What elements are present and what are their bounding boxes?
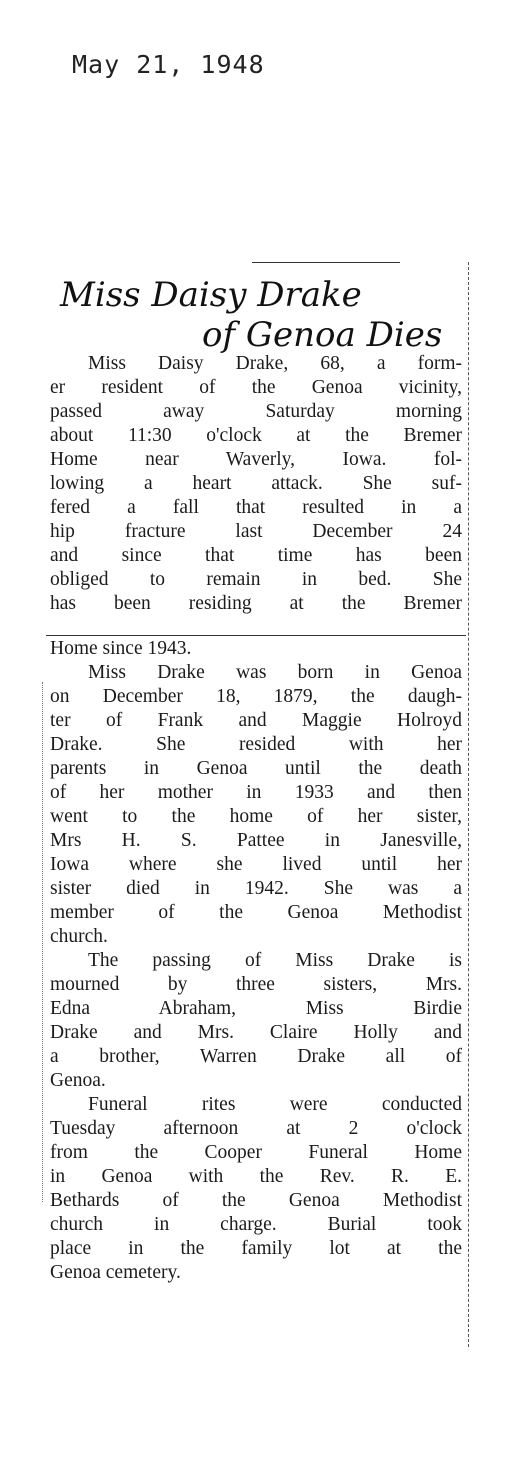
article-line: of her mother in 1933 and then bbox=[50, 782, 462, 803]
article-line: on December 18, 1879, the daugh- bbox=[50, 686, 462, 707]
article-line: Funeral rites were conducted bbox=[88, 1094, 462, 1115]
article-line: Tuesday afternoon at 2 o'clock bbox=[50, 1118, 462, 1139]
article-line: fered a fall that resulted in a bbox=[50, 497, 462, 518]
article-line: lowing a heart attack. She suf- bbox=[50, 473, 462, 494]
column-break-rule bbox=[46, 635, 466, 636]
article-line: sister died in 1942. She was a bbox=[50, 878, 462, 899]
article-line: er resident of the Genoa vicinity, bbox=[50, 377, 462, 398]
article-line: Home near Waverly, Iowa. fol- bbox=[50, 449, 462, 470]
article-line: went to the home of her sister, bbox=[50, 806, 462, 827]
headline-line-1: Miss Daisy Drake bbox=[60, 275, 362, 315]
article-line: The passing of Miss Drake is bbox=[88, 950, 462, 971]
headline-line-2: of Genoa Dies bbox=[202, 315, 443, 355]
article-line: a brother, Warren Drake all of bbox=[50, 1046, 462, 1067]
article-line: member of the Genoa Methodist bbox=[50, 902, 462, 923]
article-line: Drake. She resided with her bbox=[50, 734, 462, 755]
clipping-right-edge bbox=[468, 262, 469, 1347]
article-line: and since that time has been bbox=[50, 545, 462, 566]
article-line: Drake and Mrs. Claire Holly and bbox=[50, 1022, 462, 1043]
newspaper-clipping bbox=[40, 262, 472, 1352]
article-line: church in charge. Burial took bbox=[50, 1214, 462, 1235]
top-rule bbox=[252, 262, 400, 263]
clipping-left-edge bbox=[42, 682, 43, 1202]
article-line: passed away Saturday morning bbox=[50, 401, 462, 422]
article-line: has been residing at the Bremer bbox=[50, 593, 462, 614]
article-line: Genoa. bbox=[50, 1070, 106, 1091]
article-line: Edna Abraham, Miss Birdie bbox=[50, 998, 462, 1019]
article-line: Miss Daisy Drake, 68, a form- bbox=[88, 353, 462, 374]
article-line: obliged to remain in bed. She bbox=[50, 569, 462, 590]
article-line: Miss Drake was born in Genoa bbox=[88, 662, 462, 683]
article-line: Genoa cemetery. bbox=[50, 1262, 181, 1283]
article-line: about 11:30 o'clock at the Bremer bbox=[50, 425, 462, 446]
article-line: Mrs H. S. Pattee in Janesville, bbox=[50, 830, 462, 851]
article-line: mourned by three sisters, Mrs. bbox=[50, 974, 462, 995]
date-stamp: May 21, 1948 bbox=[72, 50, 265, 79]
article-line: ter of Frank and Maggie Holroyd bbox=[50, 710, 462, 731]
article-line: parents in Genoa until the death bbox=[50, 758, 462, 779]
article-line: from the Cooper Funeral Home bbox=[50, 1142, 462, 1163]
article-line: place in the family lot at the bbox=[50, 1238, 462, 1259]
article-line: Bethards of the Genoa Methodist bbox=[50, 1190, 462, 1211]
article-line: Iowa where she lived until her bbox=[50, 854, 462, 875]
article-line: hip fracture last December 24 bbox=[50, 521, 462, 542]
article-line: in Genoa with the Rev. R. E. bbox=[50, 1166, 462, 1187]
article-line: church. bbox=[50, 926, 108, 947]
article-line: Home since 1943. bbox=[50, 638, 192, 659]
